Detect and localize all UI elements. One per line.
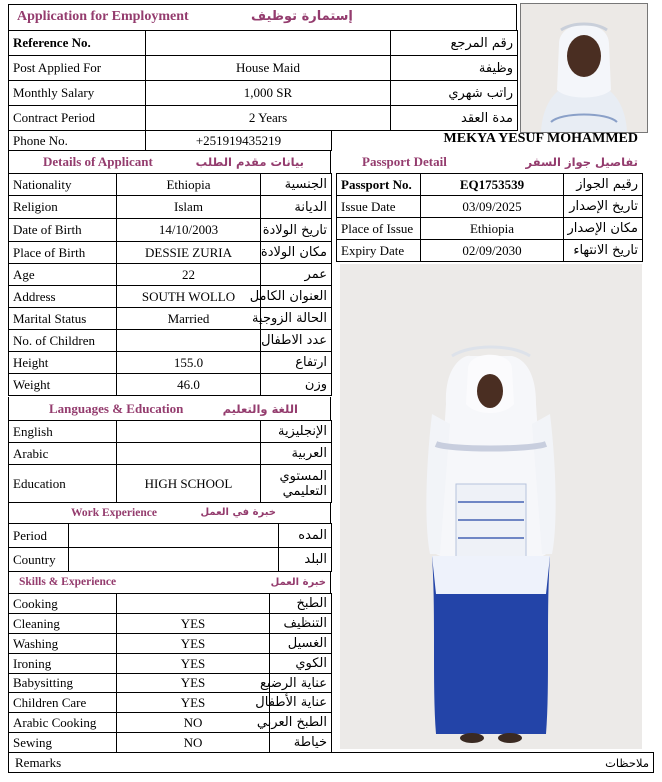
babysitting-label-ar: عناية الرضيع: [270, 674, 332, 693]
table-row: [9, 286, 332, 308]
table-row: [9, 330, 332, 352]
cooking-label-ar: الطبخ: [270, 594, 332, 614]
issue-date-value: 03/09/2025: [421, 196, 564, 218]
details-title-ar: بيانات مقدم الطلب: [195, 155, 304, 169]
languages-title-ar: اللغة والتعليم: [222, 401, 298, 416]
post-value: House Maid: [146, 56, 391, 81]
english-value: [117, 421, 261, 443]
religion-value: Islam: [117, 196, 261, 219]
country-label: Country: [9, 548, 69, 572]
marital-label-ar: الحالة الزوجية: [261, 308, 332, 330]
details-table: [8, 173, 332, 396]
arabic-cooking-value: NO: [117, 713, 270, 733]
skills-title-en: Skills & Experience: [19, 576, 117, 588]
period-label-ar: المده: [279, 524, 332, 548]
reference-value: [146, 31, 391, 56]
education-label-ar-line-2: التعليمي: [282, 483, 327, 499]
washing-label-ar: الغسيل: [270, 634, 332, 654]
skills-table: [8, 593, 332, 753]
marital-label: Marital Status: [9, 308, 117, 330]
table-row: [9, 56, 518, 81]
details-title-en: Details of Applicant: [43, 154, 153, 169]
passport-heading: [336, 151, 642, 173]
issue-date-label: Issue Date: [337, 196, 421, 218]
issue-date-label-ar: تاريخ الإصدار: [564, 196, 643, 218]
weight-value: 46.0: [117, 374, 261, 396]
washing-label: Washing: [9, 634, 117, 654]
salary-label-ar: راتب شهري: [391, 81, 518, 106]
languages-title-en: Languages & Education: [49, 400, 184, 416]
salary-label: Monthly Salary: [9, 81, 146, 106]
full-body-image: [340, 264, 642, 749]
contract-label-ar: مدة العقد: [391, 106, 518, 131]
table-row: [9, 242, 332, 264]
children-label-ar: عدد الاطفال: [261, 330, 332, 352]
religion-label: Religion: [9, 196, 117, 219]
contract-label: Contract Period: [9, 106, 146, 131]
table-row: [9, 693, 332, 713]
table-row: [9, 674, 332, 693]
languages-heading: [8, 397, 331, 420]
arabic-value: [117, 443, 261, 465]
issue-place-label: Place of Issue: [337, 218, 421, 240]
headshot-photo: [520, 3, 648, 133]
table-row: [9, 308, 332, 330]
table-row: [9, 81, 518, 106]
age-value: 22: [117, 264, 261, 286]
work-table: [8, 523, 332, 572]
weight-label: Weight: [9, 374, 117, 396]
children-care-value: YES: [117, 693, 270, 713]
details-heading: [8, 151, 331, 173]
height-label: Height: [9, 352, 117, 374]
passport-title-ar: تفاصيل جواز السفر: [525, 155, 638, 169]
height-label-ar: ارتفاع: [261, 352, 332, 374]
applicant-name: MEKYA YESUF MOHAMMED: [443, 131, 638, 146]
work-heading: [8, 502, 331, 523]
english-label-ar: الإنجليزية: [261, 421, 332, 443]
table-row: [337, 240, 643, 262]
table-row: [9, 219, 332, 242]
passport-no-label: Passport No.: [337, 174, 421, 196]
ironing-value: YES: [117, 654, 270, 674]
children-value: [117, 330, 261, 352]
table-row: [9, 374, 332, 396]
washing-value: YES: [117, 634, 270, 654]
arabic-cooking-label-ar: الطبخ العربي: [270, 713, 332, 733]
cooking-label: Cooking: [9, 594, 117, 614]
post-label: Post Applied For: [9, 56, 146, 81]
issue-place-label-ar: مكان الإصدار: [564, 218, 643, 240]
passport-no-value: EQ1753539: [421, 174, 564, 196]
form-title-ar: إستمارة توظيف: [251, 9, 353, 24]
arabic-cooking-label: Arabic Cooking: [9, 713, 117, 733]
ironing-label-ar: الكوي: [270, 654, 332, 674]
nationality-value: Ethiopia: [117, 174, 261, 196]
babysitting-value: YES: [117, 674, 270, 693]
cleaning-label-ar: التنظيف: [270, 614, 332, 634]
table-row: [9, 106, 518, 131]
skills-title-ar: خبرة العمل: [270, 576, 326, 588]
passport-title-en: Passport Detail: [362, 154, 447, 169]
languages-table: [8, 420, 332, 503]
issue-place-value: Ethiopia: [421, 218, 564, 240]
phone-label: Phone No.: [9, 131, 146, 151]
contract-value: 2 Years: [146, 106, 391, 131]
religion-label-ar: الديانة: [261, 196, 332, 219]
sewing-label-ar: خياطة: [270, 733, 332, 753]
age-label-ar: عمر: [261, 264, 332, 286]
arabic-label: Arabic: [9, 443, 117, 465]
skills-heading: [8, 571, 331, 593]
country-value: [69, 548, 279, 572]
full-body-photo: [340, 264, 642, 749]
table-row: [9, 264, 332, 286]
table-row: [9, 733, 332, 753]
age-label: Age: [9, 264, 117, 286]
passport-table: [336, 173, 643, 262]
table-row: [9, 31, 518, 56]
weight-label-ar: وزن: [261, 374, 332, 396]
dob-value: 14/10/2003: [117, 219, 261, 242]
table-row: [9, 174, 332, 196]
education-label-ar-cell: [261, 465, 332, 503]
english-label: English: [9, 421, 117, 443]
table-row: [9, 654, 332, 674]
form-title-en: Application for Employment: [17, 9, 189, 24]
pob-label-ar: مكان الولادة: [261, 242, 332, 264]
phone-value: +251919435219: [146, 131, 332, 151]
table-row: [9, 713, 332, 733]
table-row: [9, 614, 332, 634]
education-value: HIGH SCHOOL: [117, 465, 261, 503]
remarks-label-ar: ملاحظات: [605, 755, 649, 770]
work-title-ar: خبرة في العمل: [200, 507, 276, 518]
table-row: [9, 421, 332, 443]
reference-label: Reference No.: [9, 31, 146, 56]
table-row: [9, 548, 332, 572]
children-care-label-ar: عناية الأطفال: [270, 693, 332, 713]
post-label-ar: وظيفة: [391, 56, 518, 81]
country-label-ar: البلد: [279, 548, 332, 572]
top-info-table: [8, 30, 518, 131]
remarks-row: [8, 752, 654, 773]
table-row: [9, 196, 332, 219]
address-label-ar: العنوان الكامل: [261, 286, 332, 308]
dob-label-ar: تاريخ الولادة: [261, 219, 332, 242]
address-value: SOUTH WOLLO: [117, 286, 261, 308]
nationality-label: Nationality: [9, 174, 117, 196]
phone-table: [8, 130, 332, 151]
children-care-label: Children Care: [9, 693, 117, 713]
babysitting-label: Babysitting: [9, 674, 117, 693]
remarks-label: Remarks: [15, 754, 62, 770]
table-row: [9, 524, 332, 548]
table-row: [9, 594, 332, 614]
table-row: [9, 352, 332, 374]
table-row: [337, 174, 643, 196]
expiry-value: 02/09/2030: [421, 240, 564, 262]
arabic-label-ar: العربية: [261, 443, 332, 465]
marital-value: Married: [117, 308, 261, 330]
nationality-label-ar: الجنسية: [261, 174, 332, 196]
sewing-value: NO: [117, 733, 270, 753]
table-row: [9, 443, 332, 465]
header-box: [8, 4, 517, 31]
pob-value: DESSIE ZURIA: [117, 242, 261, 264]
table-row: [337, 218, 643, 240]
period-label: Period: [9, 524, 69, 548]
address-label: Address: [9, 286, 117, 308]
dob-label: Date of Birth: [9, 219, 117, 242]
table-row: [9, 465, 332, 503]
education-label: Education: [9, 465, 117, 503]
table-row: [9, 634, 332, 654]
education-label-ar-line-1: المستوي: [279, 468, 327, 484]
pob-label: Place of Birth: [9, 242, 117, 264]
expiry-label: Expiry Date: [337, 240, 421, 262]
cleaning-value: YES: [117, 614, 270, 634]
table-row: [337, 196, 643, 218]
period-value: [69, 524, 279, 548]
headshot-image: [521, 4, 647, 132]
expiry-label-ar: تاريخ الانتهاء: [564, 240, 643, 262]
passport-no-label-ar: رقيم الجواز: [564, 174, 643, 196]
table-row: [9, 131, 332, 151]
children-label: No. of Children: [9, 330, 117, 352]
sewing-label: Sewing: [9, 733, 117, 753]
cooking-value: [117, 594, 270, 614]
reference-label-ar: رقم المرجع: [391, 31, 518, 56]
work-title-en: Work Experience: [71, 506, 157, 519]
ironing-label: Ironing: [9, 654, 117, 674]
height-value: 155.0: [117, 352, 261, 374]
cleaning-label: Cleaning: [9, 614, 117, 634]
salary-value: 1,000 SR: [146, 81, 391, 106]
